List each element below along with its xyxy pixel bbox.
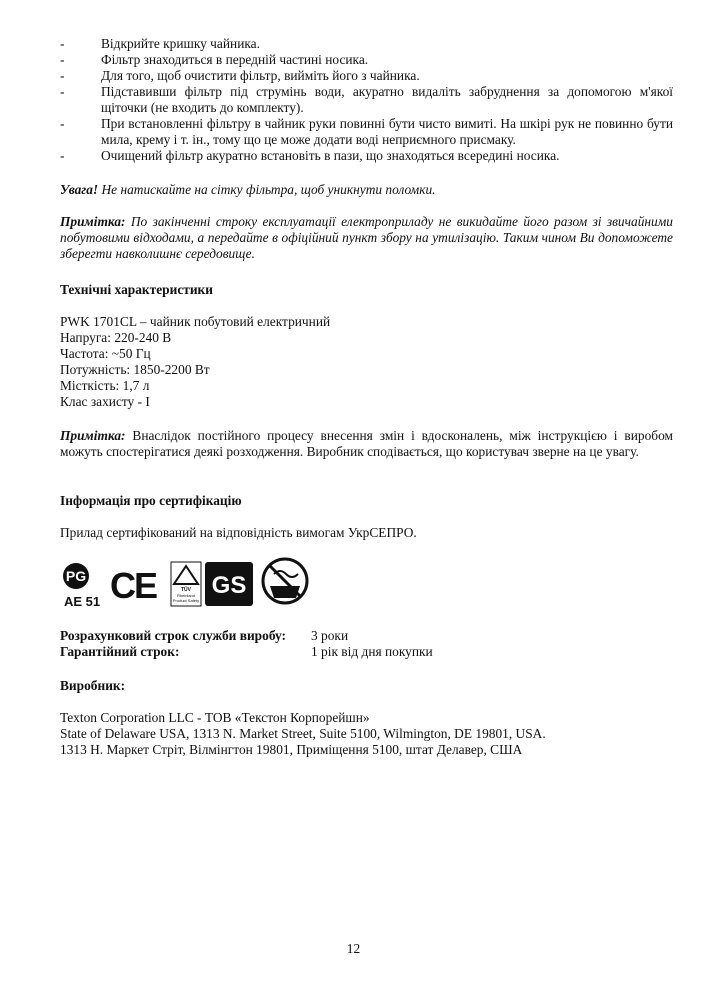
address-line: Texton Corporation LLC - ТОВ «Текстон Корпорейшн» bbox=[60, 710, 370, 725]
list-item: - Фільтр знаходиться в передній частині носика. bbox=[60, 52, 369, 67]
service-life-row: Розрахунковий строк служби виробу: 3 роки bbox=[60, 628, 349, 643]
spec-line: Місткість: 1,7 л bbox=[60, 378, 150, 393]
list-item: - Очищений фільтр акуратно встановіть в пази, що знаходяться всередині носика. bbox=[60, 148, 560, 163]
pct-mark-icon bbox=[63, 563, 100, 609]
changes-note: Примітка: Внаслідок постійного процесу внесення змін і вдосконалень, між інструкцією і виробом можуть спостерігатися деякі розходження. Виробник сподівається, що користувач зверне на це увагу. bbox=[60, 428, 673, 459]
certification-text: Прилад сертифікований на відповідність вимогам УкрСЕПРО. bbox=[60, 525, 417, 540]
spec-line: Напруга: 220-240 В bbox=[60, 330, 172, 345]
ce-mark-icon bbox=[110, 565, 157, 606]
list-item: - Відкрийте кришку чайника. bbox=[60, 36, 260, 51]
list-item: - Для того, щоб очистити фільтр, вийміть його з чайника. bbox=[60, 68, 420, 83]
manufacturer-heading: Виробник: bbox=[60, 678, 126, 693]
svg-text:Product Safety: Product Safety bbox=[172, 598, 200, 603]
svg-text:AE 51: AE 51 bbox=[64, 594, 101, 609]
specs-heading: Технічні характеристики bbox=[60, 282, 213, 297]
disposal-note: Примітка: По закінченні строку експлуатації електроприладу не викидайте його разом зі звичайними побутовими відходами, а передайте в офіційний пункт збору на утилізацію. Таким чином Ви допоможете зберегти навколишнє середовище. bbox=[60, 214, 673, 261]
list-item: - При встановленні фільтру в чайник руки повинні бути чисто вимиті. На шкірі рук не повинно бути мила, крему і т. ін., тому що це може додати воді неприємного присмаку. bbox=[60, 116, 673, 147]
warning-paragraph: Увага! Не натискайте на сітку фільтра, щоб уникнути поломки. bbox=[60, 182, 436, 197]
spec-line: Потужність: 1850-2200 Вт bbox=[60, 362, 210, 377]
manufacturer-address bbox=[60, 710, 673, 758]
address-line: 1313 Н. Маркет Стріт, Вілмінгтон 19801, Приміщення 5100, штат Делавер, США bbox=[60, 742, 523, 757]
filter-cleaning-steps bbox=[60, 36, 673, 164]
svg-text:PG: PG bbox=[65, 568, 87, 584]
gs-mark-icon bbox=[205, 562, 253, 606]
svg-text:TÜV: TÜV bbox=[181, 587, 191, 593]
specs-list bbox=[60, 314, 673, 410]
spec-line: Частота: ~50 Гц bbox=[60, 346, 151, 361]
spec-line: Клас захисту - I bbox=[60, 394, 150, 409]
svg-text:Rheinland: Rheinland bbox=[176, 593, 196, 598]
page-number: 12 bbox=[346, 941, 361, 956]
certification-heading: Інформація про сертифікацію bbox=[60, 493, 242, 508]
address-line: State of Delaware USA, 1313 N. Market Street, Suite 5100, Wilmington, DE 19801, USA. bbox=[60, 726, 546, 741]
tuv-mark-icon bbox=[171, 562, 201, 606]
no-dishwasher-icon bbox=[263, 559, 307, 603]
warranty-row: Гарантійний строк: 1 рік від дня покупки bbox=[60, 644, 433, 659]
certification-logos bbox=[60, 556, 320, 612]
list-item: - Підставивши фільтр під струмінь води, акуратно видаліть забруднення за допомогою м'якої щіточки (не входить до комплекту). bbox=[60, 84, 673, 115]
spec-line: PWK 1701CL – чайник побутовий електричний bbox=[60, 314, 331, 329]
svg-text:CE: CE bbox=[110, 565, 157, 606]
svg-text:GS: GS bbox=[211, 572, 247, 599]
